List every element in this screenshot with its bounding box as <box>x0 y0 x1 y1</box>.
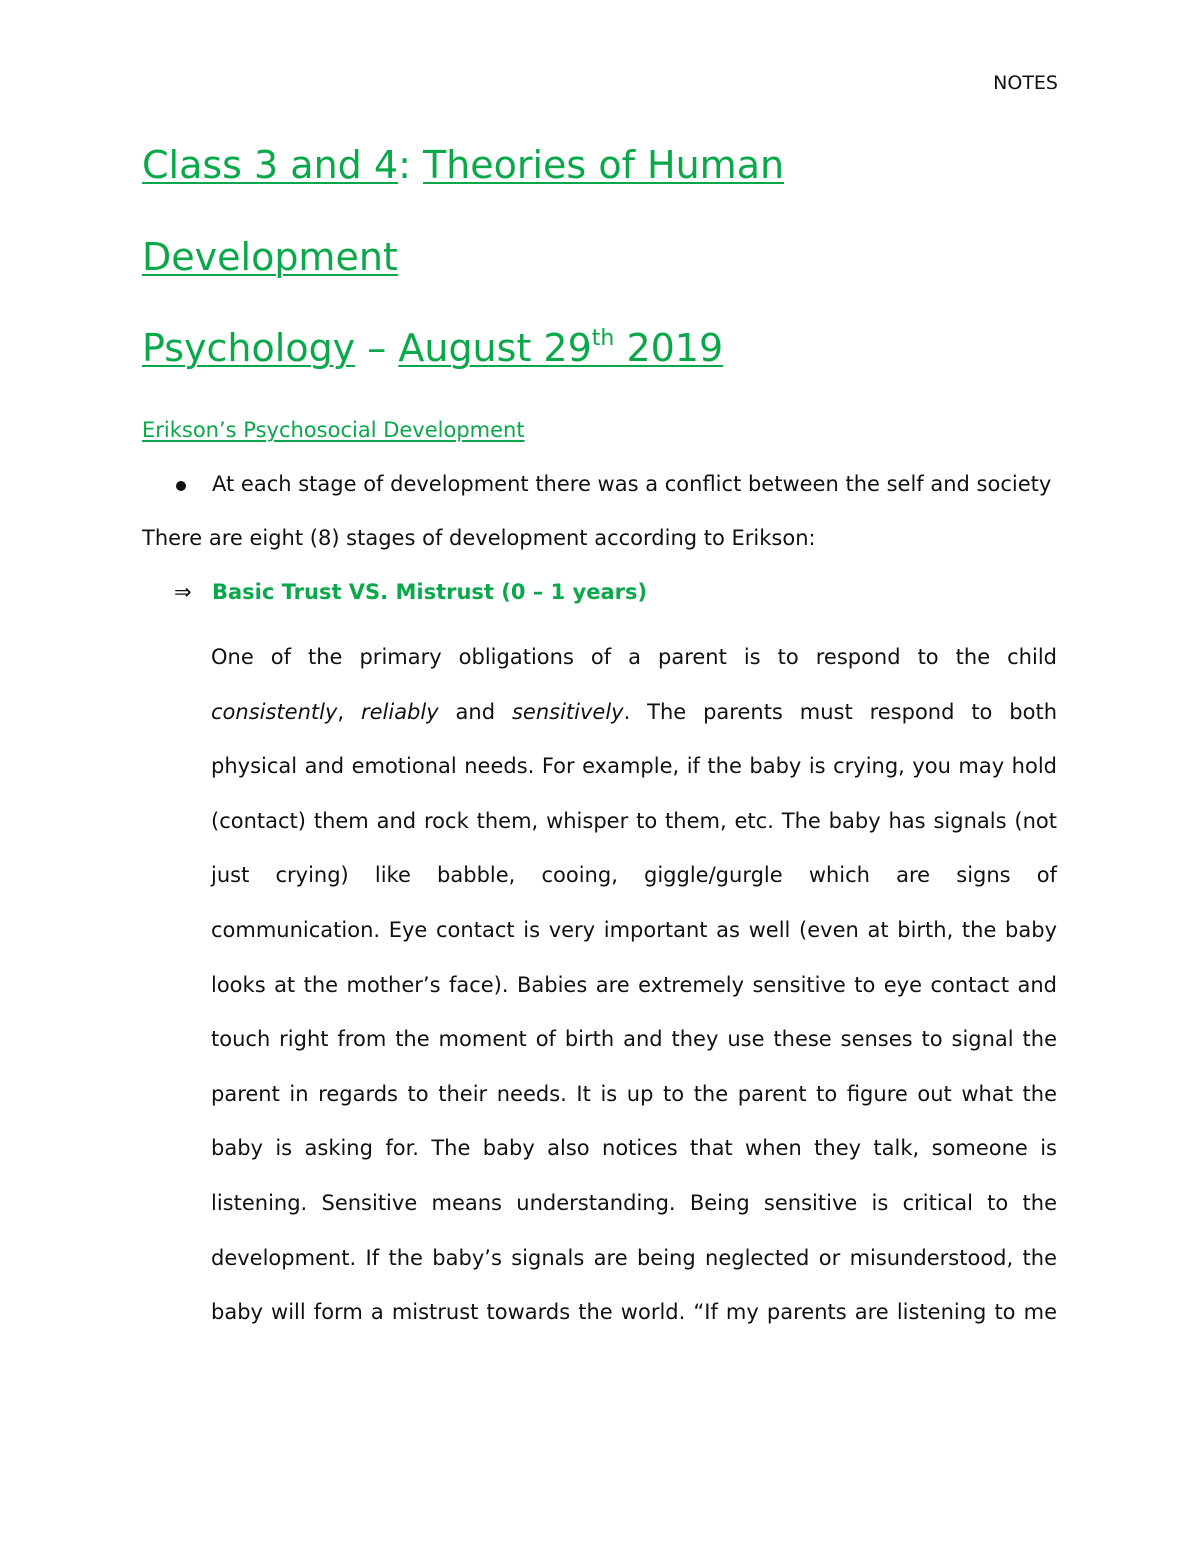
title-date <box>398 326 723 370</box>
title-date-sup: th <box>591 326 615 351</box>
stages-intro: There are eight (8) stages of development according to Erikson: <box>142 526 816 550</box>
emphasis-reliably: reliably <box>360 699 439 724</box>
paragraph-line: One of the primary obligations of a parent is to respond to the child <box>211 645 1057 669</box>
title-dash: – <box>355 326 399 370</box>
paragraph-line: listening. Sensitive means understanding. Being sensitive is critical to the <box>211 1190 1057 1215</box>
title-topic-continued: Development <box>142 235 398 279</box>
title-date-prefix: August 29 <box>398 326 592 370</box>
right-double-arrow-icon: ⇒ <box>174 580 192 604</box>
title-colon: : <box>398 143 423 187</box>
bullet-text: At each stage of development there was a conflict between the self and society <box>212 472 1052 496</box>
paragraph-line: baby will form a mistrust towards the world. “If my parents are listening to me <box>211 1300 1057 1325</box>
paragraph-line: baby is asking for. The baby also notices that when they talk, someone is <box>211 1136 1057 1161</box>
title-line-3 <box>142 326 724 370</box>
paragraph-line <box>211 685 1057 740</box>
body-paragraph <box>211 630 1057 1340</box>
paragraph-line: development. If the baby’s signals are being neglected or misunderstood, the <box>211 1245 1057 1270</box>
title-line-1 <box>142 143 785 187</box>
paragraph-line: looks at the mother’s face). Babies are extremely sensitive to eye contact and <box>211 972 1057 997</box>
title-topic: Theories of Human <box>422 143 785 187</box>
emphasis-sensitively: sensitively <box>511 699 624 724</box>
title-subject: Psychology <box>142 326 356 370</box>
paragraph-text: , <box>337 699 361 724</box>
emphasis-consistently: consistently <box>211 699 338 724</box>
paragraph-line: just crying) like babble, cooing, giggle/gurgle which are signs of <box>211 863 1057 888</box>
bullet-dot-icon <box>176 481 186 491</box>
paragraph-line: parent in regards to their needs. It is up to the parent to figure out what the <box>211 1081 1057 1106</box>
stage-title: Basic Trust VS. Mistrust (0 – 1 years) <box>212 580 648 604</box>
paragraph-line: touch right from the moment of birth and they use these senses to signal the <box>211 1027 1057 1052</box>
paragraph-line: communication. Eye contact is very important as well (even at birth, the baby <box>211 917 1057 942</box>
paragraph-text: and <box>438 699 512 724</box>
title-line-2 <box>142 235 398 279</box>
section-heading: Erikson’s Psychosocial Development <box>142 418 525 442</box>
paragraph-line: (contact) them and rock them, whisper to them, etc. The baby has signals (not <box>211 808 1057 833</box>
paragraph-text: . The parents must respond to both <box>623 699 1058 724</box>
page-header-notes: NOTES <box>993 72 1058 94</box>
title-date-suffix: 2019 <box>614 326 724 370</box>
title-class-number: Class 3 and 4 <box>142 143 399 187</box>
paragraph-line: physical and emotional needs. For example, if the baby is crying, you may hold <box>211 754 1057 779</box>
